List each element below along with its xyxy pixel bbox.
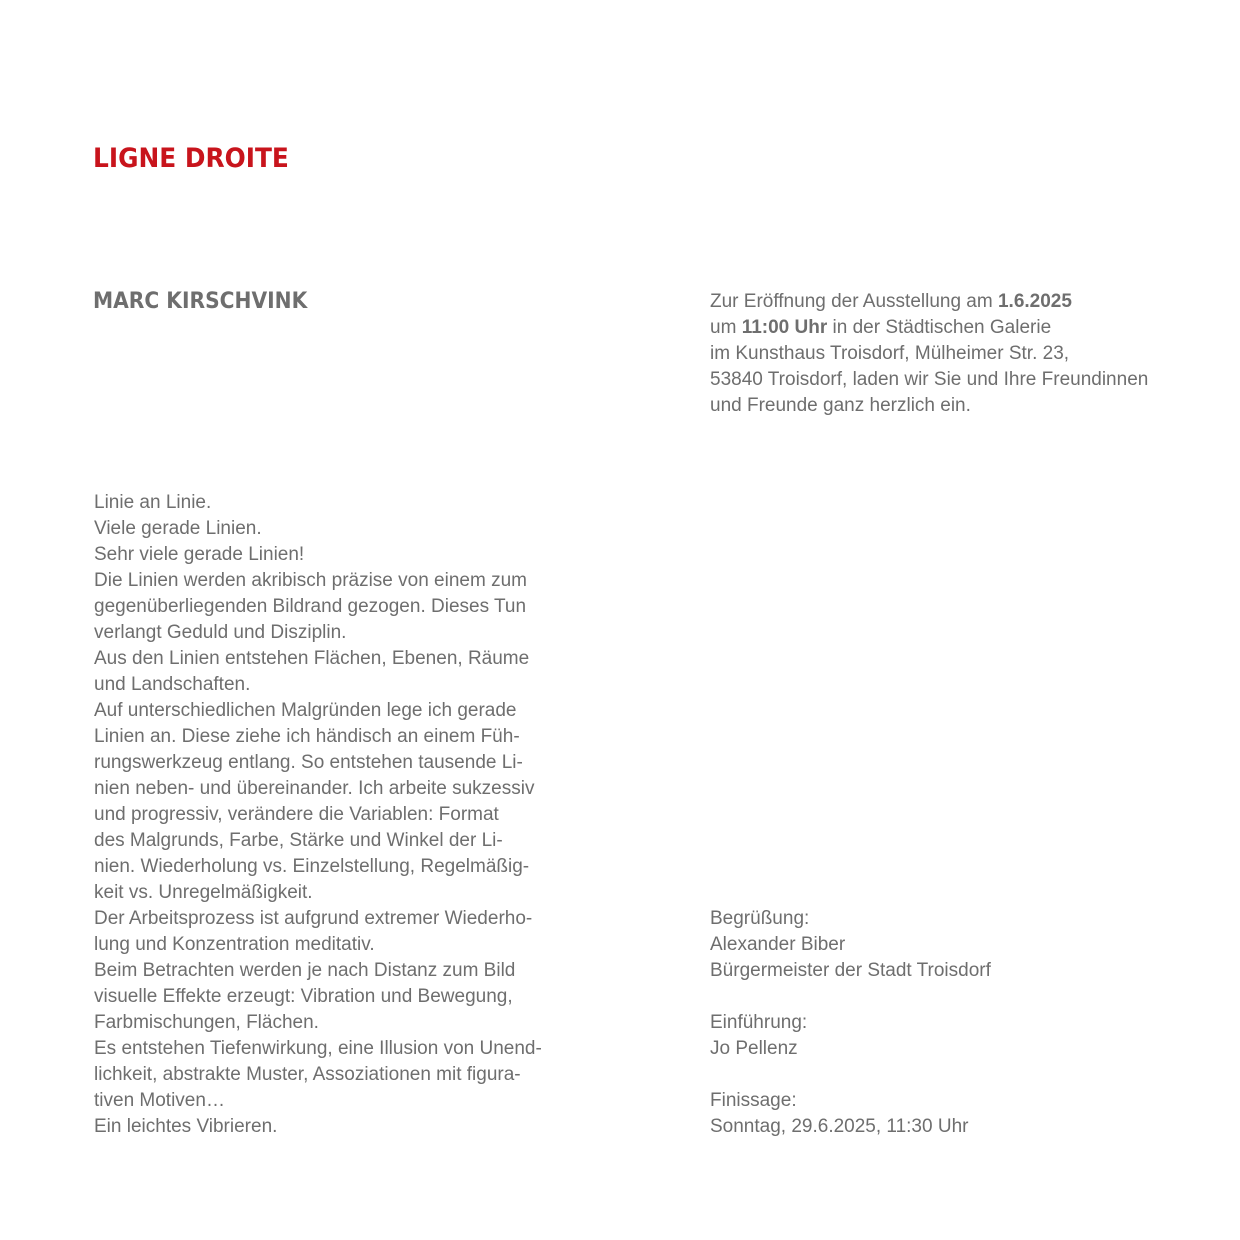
statement-line: Aus den Linien entstehen Flächen, Ebenen, Räume <box>94 648 530 669</box>
invitation-line-1: Zur Eröffnung der Ausstellung am 1.6.2025 <box>710 291 1072 312</box>
statement-line: des Malgrunds, Farbe, Stärke und Winkel der Li- <box>94 830 503 851</box>
statement-line: Auf unterschiedlichen Malgründen lege ich gerade <box>94 700 517 721</box>
invitation-line-4: 53840 Troisdorf, laden wir Sie und Ihre Freundinnen <box>710 369 1149 390</box>
statement-line: Linie an Linie. <box>94 492 212 513</box>
finissage-date: Sonntag, 29.6.2025, 11:30 Uhr <box>710 1116 969 1137</box>
welcome-speaker-name: Alexander Biber <box>710 934 846 955</box>
invitation-line-5: und Freunde ganz herzlich ein. <box>710 395 971 416</box>
statement-line: Beim Betrachten werden je nach Distanz zum Bild <box>94 960 516 981</box>
statement-line: nien neben- und übereinander. Ich arbeite sukzessiv <box>94 778 535 799</box>
artist-statement <box>94 490 542 1140</box>
statement-line: verlangt Geduld und Disziplin. <box>94 622 347 643</box>
invitation-line-2: um 11:00 Uhr in der Städtischen Galerie <box>710 317 1052 338</box>
statement-line: Ein leichtes Vibrieren. <box>94 1116 278 1137</box>
opening-time: 11:00 Uhr <box>741 317 828 338</box>
statement-line: Es entstehen Tiefenwirkung, eine Illusion von Unend- <box>94 1038 542 1059</box>
statement-line: nien. Wiederholung vs. Einzelstellung, Regelmäßig- <box>94 856 530 877</box>
intro-speaker-name: Jo Pellenz <box>710 1038 798 1059</box>
finissage-label: Finissage: <box>710 1090 797 1111</box>
intro-label: Einführung: <box>710 1012 808 1033</box>
statement-line: Viele gerade Linien. <box>94 518 262 539</box>
invitation-line-3: im Kunsthaus Troisdorf, Mülheimer Str. 23, <box>710 343 1070 364</box>
statement-line: und Landschaften. <box>94 674 251 695</box>
statement-line: visuelle Effekte erzeugt: Vibration und Bewegung, <box>94 986 513 1007</box>
statement-line: Sehr viele gerade Linien! <box>94 544 305 565</box>
statement-line: Der Arbeitsprozess ist aufgrund extremer Wiederho- <box>94 908 533 929</box>
statement-line: keit vs. Unregelmäßigkeit. <box>94 882 313 903</box>
statement-line: Farbmischungen, Flächen. <box>94 1012 319 1033</box>
statement-line: gegenüberliegenden Bildrand gezogen. Dieses Tun <box>94 596 527 617</box>
program-info <box>710 906 991 1140</box>
statement-line: und progressiv, verändere die Variablen: Format <box>94 804 499 825</box>
statement-line: lichkeit, abstrakte Muster, Assoziationen mit figura- <box>94 1064 521 1085</box>
invitation-text <box>710 289 1148 419</box>
opening-date: 1.6.2025 <box>997 291 1072 312</box>
welcome-label: Begrüßung: <box>710 908 810 929</box>
statement-line: tiven Motiven… <box>94 1090 225 1111</box>
welcome-speaker-role: Bürgermeister der Stadt Troisdorf <box>710 960 991 981</box>
statement-line: Die Linien werden akribisch präzise von einem zum <box>94 570 527 591</box>
statement-line: lung und Konzentration meditativ. <box>94 934 375 955</box>
statement-line: Linien an. Diese ziehe ich händisch an einem Füh- <box>94 726 520 747</box>
artist-name: MARC KIRSCHVINK <box>93 289 308 314</box>
exhibition-title: LIGNE DROITE <box>93 143 289 174</box>
statement-line: rungswerkzeug entlang. So entstehen tausende Li- <box>94 752 523 773</box>
